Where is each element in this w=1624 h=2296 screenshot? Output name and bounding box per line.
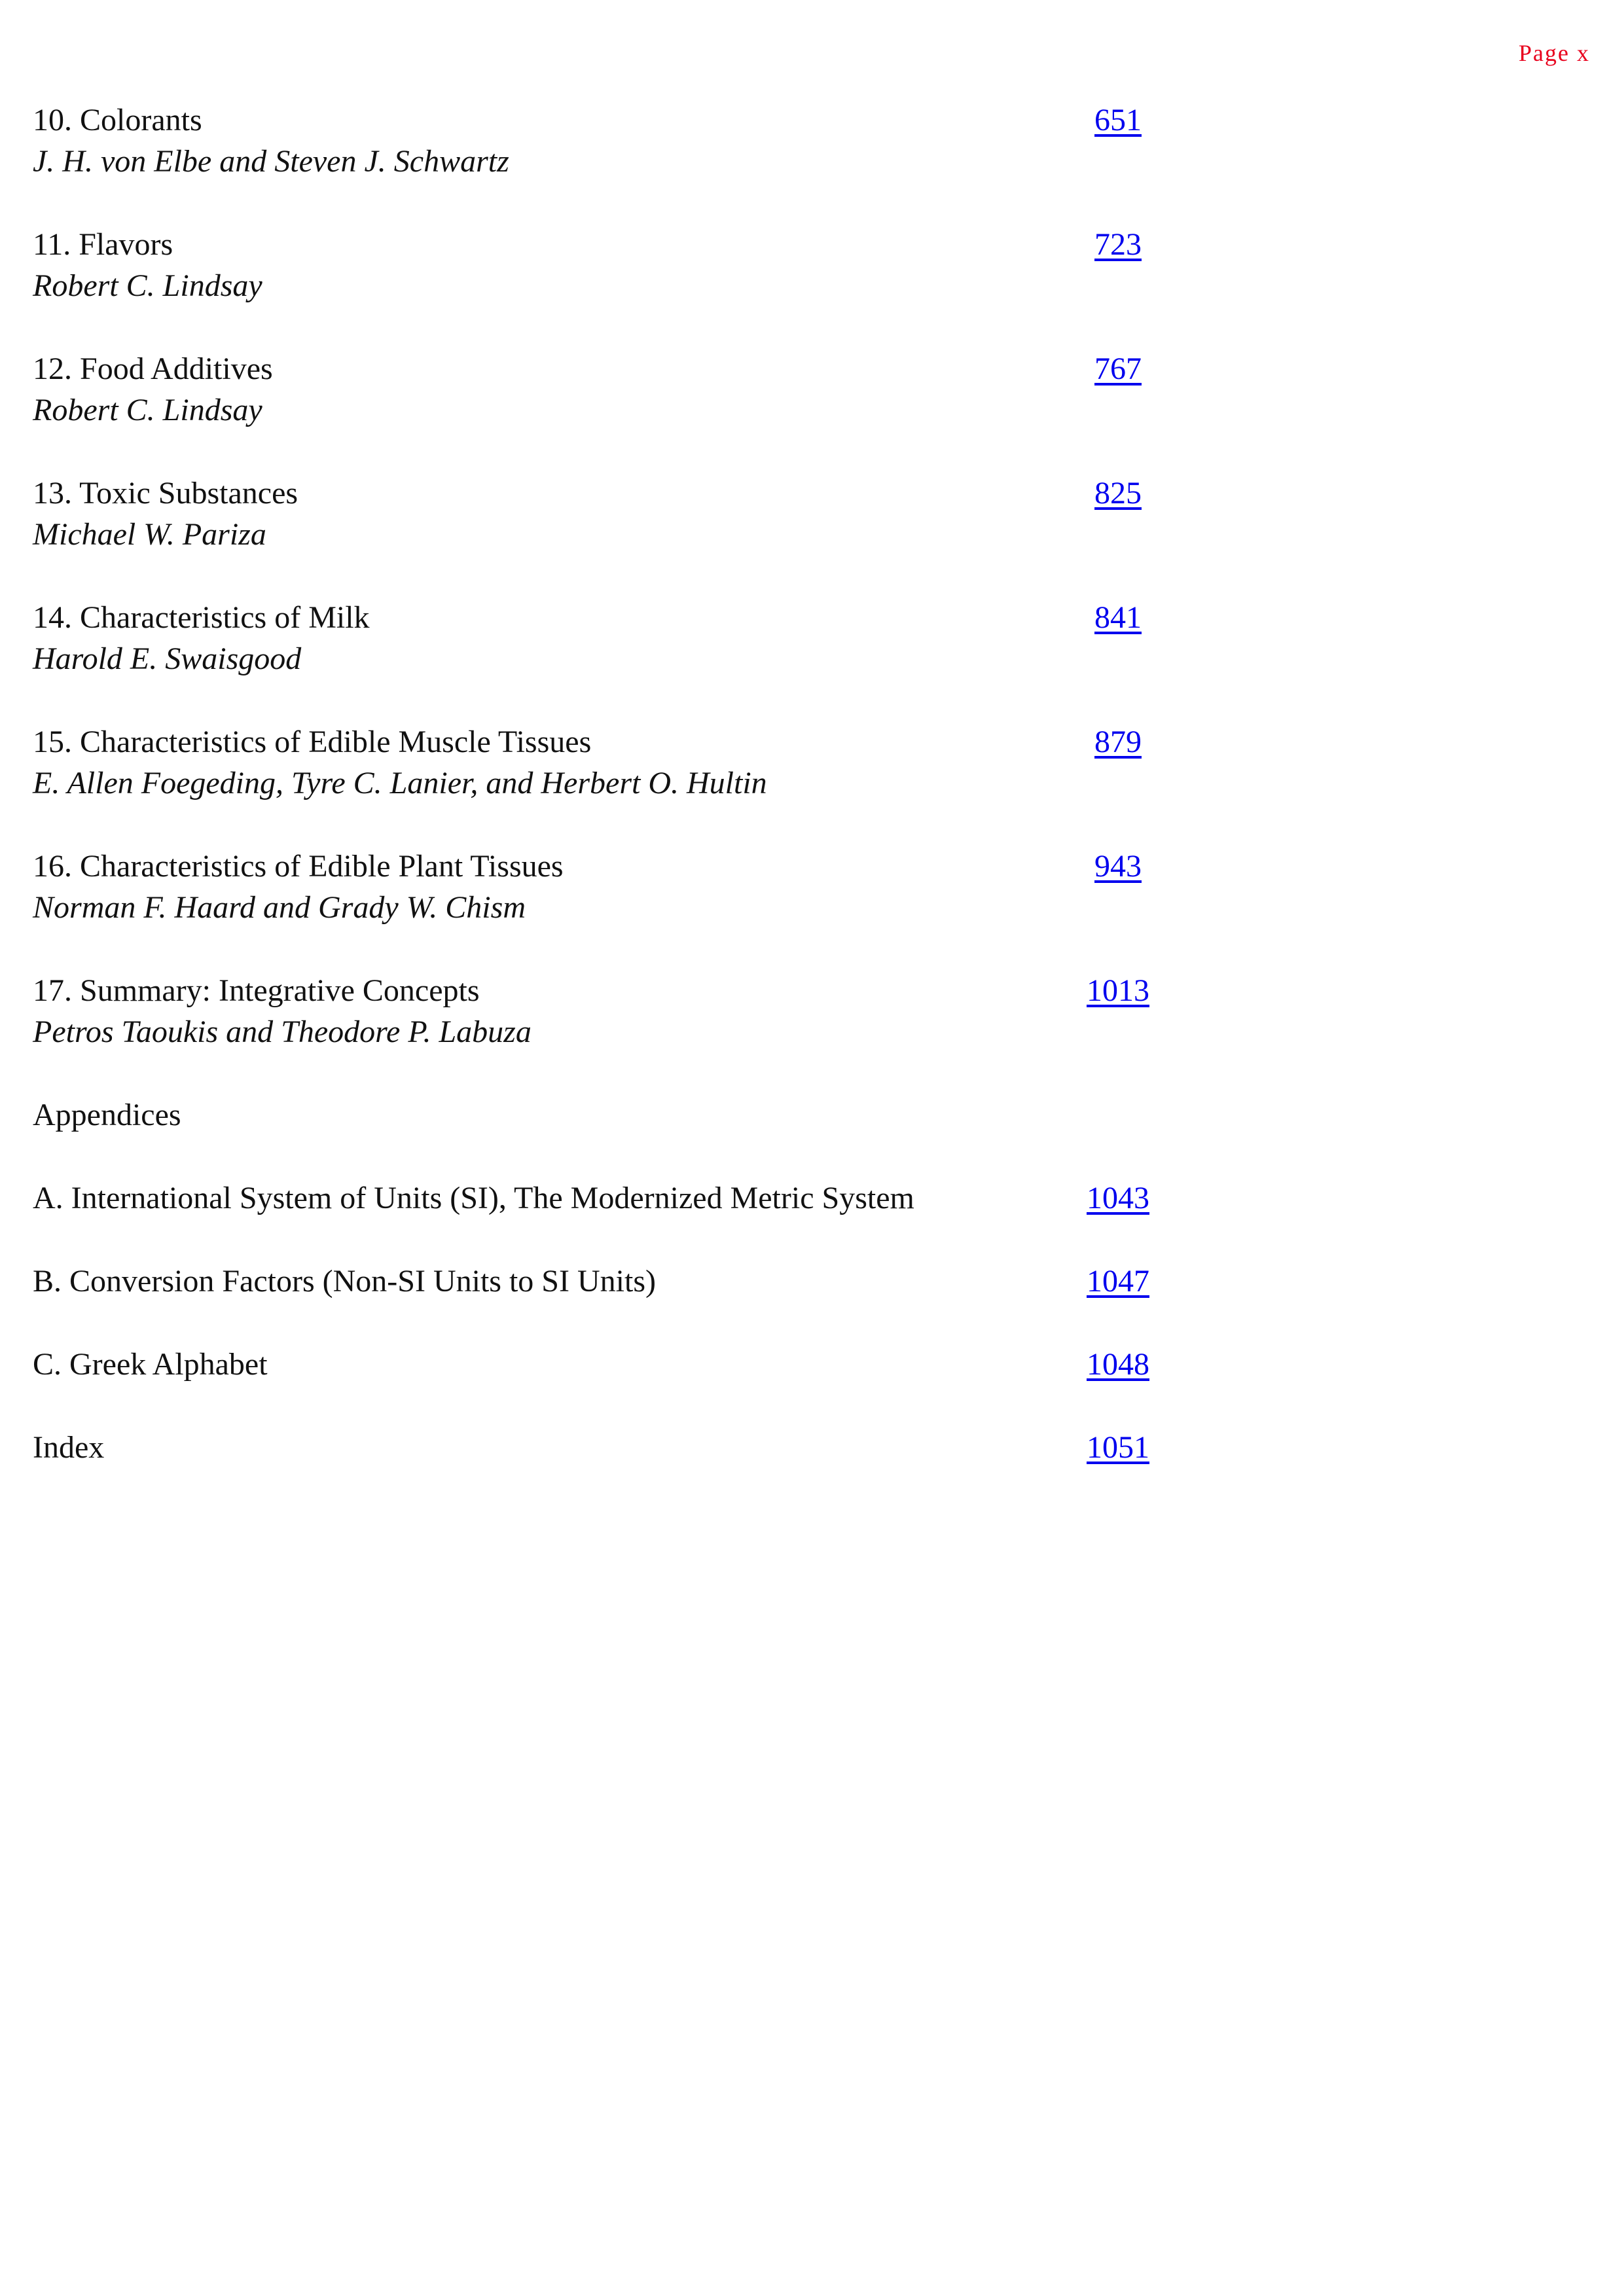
page-link-1013[interactable]: 1013 (1087, 973, 1149, 1008)
appendices-heading: Appendices (33, 1098, 181, 1132)
toc-entry-chapter-14 (33, 597, 1159, 721)
page-link-841[interactable]: 841 (1094, 600, 1142, 635)
chapter-title: 14. Characteristics of Milk (33, 600, 370, 635)
page-link-723[interactable]: 723 (1094, 227, 1142, 262)
toc-entry-chapter-13 (33, 473, 1159, 597)
chapter-title: 17. Summary: Integrative Concepts (33, 973, 480, 1008)
toc-entry-chapter-10 (33, 99, 1159, 224)
appendix-title: B. Conversion Factors (Non-SI Units to SI Units) (33, 1264, 656, 1299)
toc-entry-chapter-11 (33, 224, 1159, 348)
chapter-authors: Robert C. Lindsay (33, 393, 262, 427)
chapter-authors: Harold E. Swaisgood (33, 641, 302, 676)
page-link-825[interactable]: 825 (1094, 476, 1142, 511)
table-of-contents (33, 99, 1159, 1510)
toc-entry-appendix-a (33, 1177, 1159, 1261)
page-link-1051[interactable]: 1051 (1087, 1430, 1149, 1465)
chapter-title: 12. Food Additives (33, 351, 273, 386)
page-number-label: Page x (1519, 40, 1590, 66)
chapter-authors: E. Allen Foegeding, Tyre C. Lanier, and Herbert O. Hultin (33, 766, 767, 800)
page-link-1043[interactable]: 1043 (1087, 1181, 1149, 1215)
toc-entry-appendix-c (33, 1344, 1159, 1427)
page-link-1047[interactable]: 1047 (1087, 1264, 1149, 1299)
chapter-title: 16. Characteristics of Edible Plant Tissues (33, 849, 564, 884)
page-link-767[interactable]: 767 (1094, 351, 1142, 386)
toc-entry-index (33, 1427, 1159, 1510)
chapter-authors: Michael W. Pariza (33, 517, 266, 552)
chapter-authors: Petros Taoukis and Theodore P. Labuza (33, 1014, 532, 1049)
chapter-title: 13. Toxic Substances (33, 476, 298, 511)
page-link-1048[interactable]: 1048 (1087, 1347, 1149, 1382)
chapter-authors: J. H. von Elbe and Steven J. Schwartz (33, 144, 509, 179)
chapter-title: 10. Colorants (33, 103, 202, 137)
chapter-authors: Norman F. Haard and Grady W. Chism (33, 890, 526, 925)
page-link-943[interactable]: 943 (1094, 849, 1142, 884)
chapter-authors: Robert C. Lindsay (33, 268, 262, 303)
index-title: Index (33, 1430, 105, 1465)
page-link-651[interactable]: 651 (1094, 103, 1142, 137)
toc-entry-chapter-15 (33, 721, 1159, 846)
toc-entry-chapter-17 (33, 970, 1159, 1094)
page-link-879[interactable]: 879 (1094, 725, 1142, 759)
chapter-title: 11. Flavors (33, 227, 173, 262)
appendix-title: C. Greek Alphabet (33, 1347, 268, 1382)
toc-entry-chapter-16 (33, 846, 1159, 970)
chapter-title: 15. Characteristics of Edible Muscle Tissues (33, 725, 592, 759)
appendix-title: A. International System of Units (SI), The Modernized Metric System (33, 1181, 914, 1215)
toc-entry-chapter-12 (33, 348, 1159, 473)
toc-entry-appendix-b (33, 1261, 1159, 1344)
